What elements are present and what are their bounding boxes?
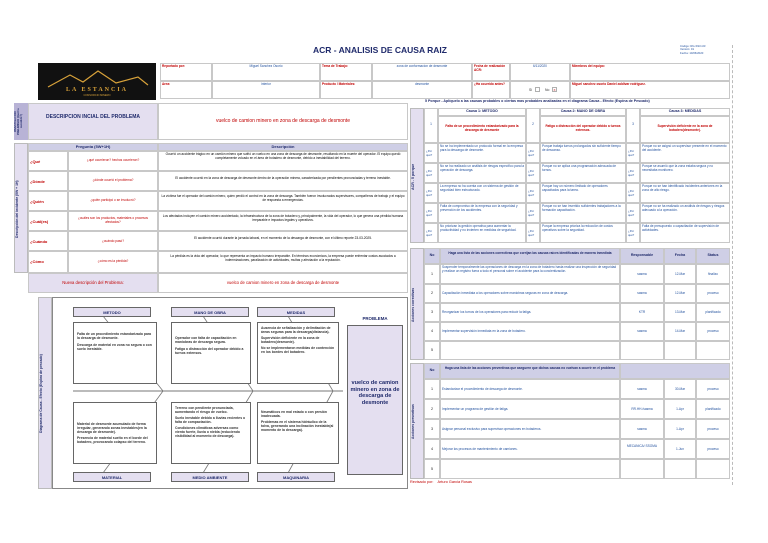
why-answer: No se ha realizado un análisis de riesgos específico para la operación de descarga. <box>438 163 526 183</box>
question-answer: El accidente ocurrió durante la jornada laboral, en el momento de la descarga de desmonte, con el último reporte 23-03-2025. <box>158 231 408 251</box>
status: planificado <box>696 303 730 322</box>
reported-by-label: Reportado por: <box>160 63 212 81</box>
why-label: ¿Por qué? <box>526 183 540 203</box>
fecha: 1-Apr <box>664 399 696 419</box>
question-sub: ¿dónde ocurrió el problema? <box>68 171 158 191</box>
why-answer: No priorizan la gestión operativa para aumentar la productividad y no invierten en medidas de seguridad. <box>438 223 526 243</box>
status: proceso <box>696 322 730 341</box>
why-label: ¿Por qué? <box>424 163 438 183</box>
reported-by-value: Miguel Sanchez Osorio <box>212 63 320 81</box>
incident-label: Descripción del incidente (5W + 1H) <box>15 180 19 238</box>
cause-item: Suelo inestable debido a lluvias recientes o falta de compactación. <box>175 416 246 424</box>
col-fecha: Fecha <box>664 248 696 264</box>
team-member: Miguel sanchez osorio Daniel zaldivar rodriguez. <box>570 81 730 99</box>
logo-subtitle: CONSORCIO MINERO <box>83 94 111 97</box>
fecha <box>664 341 696 360</box>
row-number: 4 <box>424 322 440 341</box>
incident-section <box>14 143 28 273</box>
question-word: ¿Cuál(es) <box>28 211 68 231</box>
why-answer: La empresa no ha cuenta con un sistema de gestión de seguridad bien estructurado. <box>438 183 526 203</box>
why-answer: Porque trabaja turnos prolongados sin suficiente tiempo de descanso. <box>540 143 626 163</box>
status: planificado <box>696 399 730 419</box>
no-label: No <box>545 88 550 92</box>
preventive-header-blank <box>620 363 730 379</box>
responsable: RR.HH./sasma <box>620 399 664 419</box>
cause-text: Supervisión deficiente en la zona de botadero(desmonte). <box>640 116 730 143</box>
why-answer: Porque hay un número limitado de operadores capacitados para la tarea. <box>540 183 626 203</box>
responsable: sasma <box>620 322 664 341</box>
row-number: 5 <box>424 459 440 479</box>
question-word: ¿Cuándo <box>28 231 68 251</box>
status <box>696 341 730 360</box>
why-label: ¿Por qué? <box>626 183 640 203</box>
corrective-label: Acciones correctivas <box>411 287 415 323</box>
action-text <box>440 459 620 479</box>
row-number: 1 <box>424 264 440 284</box>
cause-number: 1 <box>424 108 438 143</box>
cause-item: Supervisión deficiente en la zona de botadero(desmonte). <box>261 336 320 344</box>
question-answer: Los afectados incluyen el camión minero accidentado, la infraestructura de la zona de botadero y, principalmente, la vida del operador, lo que genera una pérdida humana irreparable e impactos legales y operativos. <box>158 211 408 231</box>
row-number: 5 <box>424 341 440 360</box>
cause-item: Falta de un procedimiento estandarizado para la descarga de desmonte. <box>77 332 152 340</box>
status: proceso <box>696 284 730 303</box>
responsable: sasma <box>620 419 664 439</box>
initial-desc-label: DESCRIPCION INCIAL DEL PROBLEMA <box>28 103 158 140</box>
fecha: 1-Apr <box>664 419 696 439</box>
why-label: ¿Por qué? <box>526 203 540 223</box>
fecha: 14-Mar <box>664 322 696 341</box>
why-answer: Porque la empresa prioriza la reducción de costos operativos sobre la seguridad. <box>540 223 626 243</box>
why-label: ¿Por qué? <box>526 223 540 243</box>
problem-box: vuelco de camion minero en zona de descarga de desmonte <box>347 325 403 475</box>
status: finalizo <box>696 264 730 284</box>
category-mano-de-obra: MANO DE OBRA <box>171 307 249 317</box>
action-text: Implementar supervisión inmediata en la zona de botadero. <box>440 322 620 341</box>
cause-item: Presencia de material suelto en el borde del botadero, provocando colapso del terreno. <box>77 436 148 444</box>
why-answer: Falta de compromiso de la empresa con la seguridad y prevención de los accidentes. <box>438 203 526 223</box>
action-text: Reorganizar los turnos de los operadores para reducir la fatiga. <box>440 303 620 322</box>
fecha: 13-Mar <box>664 303 696 322</box>
problem-label: PROBLEMA <box>362 316 388 321</box>
cause-item: Problemas en el sistema hidráulico de la tolva, generando una inclinación inestable(al momento de la descarga). <box>261 420 334 432</box>
acr-date-label: Fecha de realización ACR: <box>472 63 510 81</box>
row-number: 1 <box>424 379 440 399</box>
ishikawa-label: Diagrama de Causa - Efecto (Espina de pescado) <box>39 354 43 434</box>
again-check <box>510 81 570 99</box>
corrective-header: Haga una lista de las acciones correctivas que corrijan las causas raíces identificadas de manera inmediata <box>440 248 620 264</box>
row-number: 3 <box>424 303 440 322</box>
row-number: 4 <box>424 439 440 459</box>
cause-title: Causa 1: METODO <box>438 108 526 116</box>
action-text: Estandarizar el procedimiento de descarga de desmonte. <box>440 379 620 399</box>
preliminary-section <box>14 103 28 140</box>
why-label: ¿Por qué? <box>424 203 438 223</box>
acr-date-value: 6/11/2020 <box>510 63 570 81</box>
cause-item: Material de desmonte acumulado de forma irregular, generando zonas inestables(en la descarga de desmonte). <box>77 422 147 434</box>
responsable: sasma <box>620 264 664 284</box>
preventive-header: Haga una lista de las acciones preventivas que aseguren que dichas causas no vuelvan a ocurrir en el problema <box>440 363 620 379</box>
initial-desc-value: vuelco de camion minero en zona de descarga de desmonte <box>158 103 408 140</box>
why-label: ¿Por qué? <box>626 143 640 163</box>
why-answer: No se ha implementado un protocolo formal en la empresa para la descarga de desmonte. <box>438 143 526 163</box>
doc-date: Fecha: 10/06/2020 <box>680 50 704 55</box>
cause-item: Condiciones climáticas adversas como viento fuerte, lluvia o niebla (reduciendo visibilidad al momento de descarga). <box>175 426 240 438</box>
question-header: Pregunta (5W+1H) <box>28 143 158 151</box>
no-checkbox[interactable]: X <box>553 88 556 92</box>
cause-item: Fatiga o distracción del operador debido a turnos extensos. <box>175 347 244 355</box>
question-answer: La pérdida es la vida del operador, lo que representa un impacto humano irreparable. En términos económicos, la empresa puede enfrentar costos asociados a indemnizaciones, paralización de actividades, multas y afectación a la reputación. <box>158 251 408 273</box>
status: proceso <box>696 379 730 399</box>
cause-text: Falta de un procedimiento estandarizado para la descarga de desmonte <box>438 116 526 143</box>
maquinaria-causes <box>257 402 339 464</box>
action-text: Asignar personal exclusivo para supervisar operaciones en botaderos. <box>440 419 620 439</box>
ishikawa-section <box>38 297 52 489</box>
product-value: desmonte <box>372 81 472 99</box>
question-answer: El accidente ocurrió en la zona de descarga de desmonte dentro de la operación minera, caracterizada por pendientes pronunciadas y terreno inestable. <box>158 171 408 191</box>
col-status: Status <box>696 248 730 264</box>
why-answer: Porque no se han invertido suficientes trabajadores a la formación capacitación. <box>540 203 626 223</box>
responsable: sasma <box>620 379 664 399</box>
logo-title: LA ESTANCIA <box>65 87 129 93</box>
again-label: ¿Ha ocurrido antes? <box>472 81 510 99</box>
action-text: Suspender temporalmente las operaciones de descarga en la zona de botadero hasta realizar una inspección de seguridad y realizar un registro fuera a todo el personal sobre el accidente para la concientización. <box>440 264 620 284</box>
action-text <box>440 341 620 360</box>
ishikawa-diagram <box>52 297 408 489</box>
metodo-causes <box>73 322 157 384</box>
col-no: No <box>424 248 440 264</box>
question-sub: ¿quién participó o se involucró? <box>68 191 158 211</box>
cause-item: Neumáticos en mal estado o con presión inadecuada. <box>261 410 327 418</box>
question-sub: ¿cuáles son los productos, materiales o procesos afectados? <box>68 211 158 231</box>
question-answer: Ocurrió un accidente trágico en un camión minero que sufrió un vuelco en una zona de descarga de desmonte, resultando en la muerte del operador. El equipo quedó completamente volcado en el área de botadero de desmonte, debido a inestabilidad del terreno. <box>158 151 408 171</box>
why-answer: Porque no se han identificado incidentes anteriores en la zona de alto riesgo. <box>640 183 730 203</box>
responsable: MECANICA/ SSOMA <box>620 439 664 459</box>
si-label: Si <box>529 88 533 92</box>
five-why-label: ACR - 5 porque <box>411 163 415 190</box>
medidas-causes <box>257 322 339 384</box>
cause-item: Descarga de material en zona no segura o con suelo inestable. <box>77 343 152 351</box>
why-label: ¿Por qué? <box>424 183 438 203</box>
fecha <box>664 459 696 479</box>
question-word: ¿Qué <box>28 151 68 171</box>
why-label: ¿Por qué? <box>626 203 640 223</box>
preliminary-label: INVESTIGACION PRELIMINAR (Qué ha sucedido?) <box>14 108 23 135</box>
cause-item: Operador con falta de capacitación en maniobras de descarga segura. <box>175 336 237 344</box>
category-medio-ambiente: MEDIO AMBIENTE <box>171 472 249 482</box>
col-responsable: Responsable <box>620 248 664 264</box>
si-checkbox[interactable] <box>535 87 540 92</box>
fecha: 30-Mar <box>664 379 696 399</box>
row-number: 2 <box>424 284 440 303</box>
page-title: ACR - ANALISIS DE CAUSA RAIZ <box>313 45 447 55</box>
reviewed-by <box>410 480 730 484</box>
category-maquinaria: MAQUINARIA <box>257 472 335 482</box>
material-causes <box>73 402 157 464</box>
new-desc-value: vuelco de camion minero en zona de descarga de desmonte <box>158 273 408 293</box>
cause-number: 2 <box>526 108 540 143</box>
document-info <box>680 45 750 55</box>
status <box>696 459 730 479</box>
col-no: No <box>424 363 440 379</box>
responsable <box>620 459 664 479</box>
product-label: Producto / Materiales: <box>320 81 372 99</box>
why-answer: Porque no se aplica una programación adecuada de turnos. <box>540 163 626 183</box>
question-word: ¿Cómo <box>28 251 68 273</box>
cause-text: Fatiga o distracción del operador debido a turnos extensos. <box>540 116 626 143</box>
why-label: ¿Por qué? <box>626 163 640 183</box>
why-answer: Porque se asumió que la zona estaba segura y no necesitaba monitoreo. <box>640 163 730 183</box>
page-edge-divider <box>732 45 733 485</box>
new-desc-label: Nueva descripción del Problema: <box>28 273 158 293</box>
why-label: ¿Por qué? <box>626 223 640 243</box>
area-label: Area: <box>160 81 212 99</box>
area-value: interior <box>212 81 320 99</box>
preventive-section <box>410 363 424 479</box>
five-why-section <box>410 108 424 243</box>
company-logo <box>38 63 156 100</box>
action-text: Implementar un programa de gestión de fatiga. <box>440 399 620 419</box>
cause-title: Causa 2: MANO DE OBRA <box>540 108 626 116</box>
question-answer: La víctima fue el operador del camión minero, quien perdió el control en la zona de descarga. También fueron involucrados supervisores, compañeros de trabajo y el equipo de respuesta a emergencias. <box>158 191 408 211</box>
why-answer: Porque no se asignó un supervisor presente en el momento del accidente. <box>640 143 730 163</box>
row-number: 2 <box>424 399 440 419</box>
cause-item: Terreno con pendiente pronunciada, aumentando el riesgo de vuelco. <box>175 406 234 414</box>
question-sub: ¿qué ocurrieron? hechos ocurrieron? <box>68 151 158 171</box>
why-answer: Porque no se ha realizado un análisis de riesgos y riesgos adecuado a la operación. <box>640 203 730 223</box>
responsable: sasma <box>620 284 664 303</box>
reviewed-by-value: Arturo Garcia Rosas <box>437 480 472 484</box>
corrective-section <box>410 248 424 360</box>
doc-version: Versión: 01 <box>680 47 694 52</box>
team-label: Miembros del equipo: <box>570 63 730 81</box>
question-word: ¿Quién <box>28 191 68 211</box>
category-metodo: METODO <box>73 307 151 317</box>
fecha: 12-Mar <box>664 264 696 284</box>
medio-ambiente-causes <box>171 402 251 464</box>
preventive-label: Acciones preventivas <box>411 404 415 440</box>
responsable: KTR <box>620 303 664 322</box>
action-text: Capacitación inmediata a los operadores sobre maniobras seguras en zona de descarga. <box>440 284 620 303</box>
question-sub: ¿cuándo pasó? <box>68 231 158 251</box>
responsable <box>620 341 664 360</box>
fecha: 12-Mar <box>664 284 696 303</box>
topic-value: zona de conformacion de desmonte <box>372 63 472 81</box>
cause-item: No se implementaron medidas de contención en los bordes del botadero. <box>261 346 335 354</box>
why-label: ¿Por qué? <box>424 143 438 163</box>
action-text: Mejorar los procesos de mantenimiento de camiones. <box>440 439 620 459</box>
status: proceso <box>696 439 730 459</box>
topic-label: Tema de Trabajo: <box>320 63 372 81</box>
why-label: ¿Por qué? <box>424 223 438 243</box>
cause-item: Ausencia de señalización y delimitación de áreas seguras para la descarga(distancia). <box>261 326 331 334</box>
status: proceso <box>696 419 730 439</box>
cause-number: 3 <box>626 108 640 143</box>
five-why-header: 5 Porque - Aplíquelo a las causas probables o ciertas mas probables analizadas en el diagrama Causa - Efecto (Espina de Pescado) <box>425 99 650 103</box>
cause-title: Causa 3: MEDIDAS <box>640 108 730 116</box>
description-header: Descripción <box>158 143 408 151</box>
doc-code: Código: RG-SSO-03 <box>680 44 706 48</box>
question-word: ¿Dónde <box>28 171 68 191</box>
question-sub: ¿cómo es la pérdida? <box>68 251 158 273</box>
fecha: 1-Jun <box>664 439 696 459</box>
category-medidas: MEDIDAS <box>257 307 335 317</box>
row-number: 3 <box>424 419 440 439</box>
why-label: ¿Por qué? <box>526 163 540 183</box>
reviewed-by-label: Revisado por: <box>410 480 434 484</box>
why-answer: Falta de presupuesto o capacitación de supervisión de actividades. <box>640 223 730 243</box>
mano-de-obra-causes <box>171 322 251 384</box>
category-material: MATERIAL <box>73 472 151 482</box>
why-label: ¿Por qué? <box>526 143 540 163</box>
